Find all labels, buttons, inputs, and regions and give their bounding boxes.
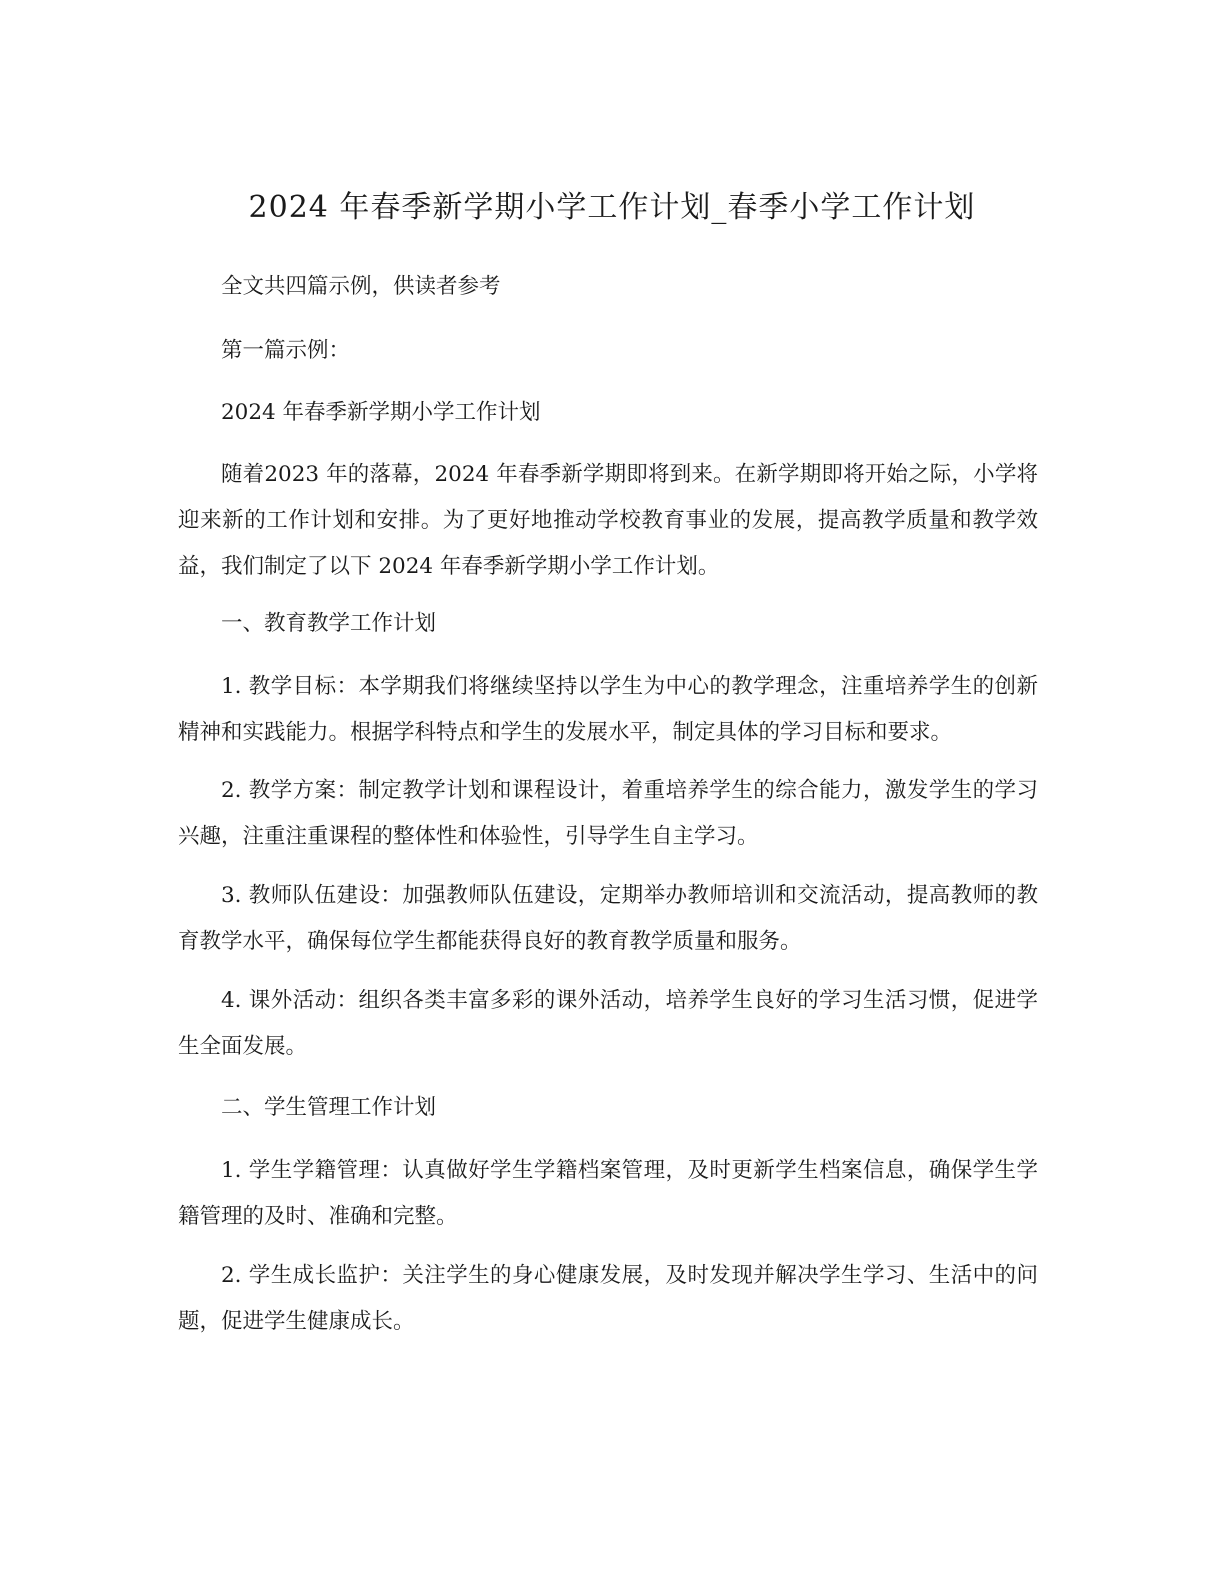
list-item: 1. 教学目标：本学期我们将继续坚持以学生为中心的教学理念，注重培养学生的创新精神和实践能力。根据学科特点和学生的发展水平，制定具体的学习目标和要求。 — [178, 674, 1038, 745]
document-subtitle: 2024 年春季新学期小学工作计划 — [221, 400, 541, 425]
section-heading: 一、教育教学工作计划 — [221, 611, 437, 636]
list-item: 1. 学生学籍管理：认真做好学生学籍档案管理，及时更新学生档案信息，确保学生学籍管理的及时、准确和完整。 — [178, 1158, 1038, 1229]
document-title: 2024 年春季新学期小学工作计划_春季小学工作计划 — [248, 190, 976, 225]
list-item: 2. 教学方案：制定教学计划和课程设计，着重培养学生的综合能力，激发学生的学习兴趣，注重注重课程的整体性和体验性，引导学生自主学习。 — [178, 778, 1038, 849]
list-item: 2. 学生成长监护：关注学生的身心健康发展，及时发现并解决学生学习、生活中的问题，促进学生健康成长。 — [178, 1263, 1038, 1334]
opening-paragraph: 随着2023 年的落幕，2024 年春季新学期即将到来。在新学期即将开始之际，小学将迎来新的工作计划和安排。为了更好地推动学校教育事业的发展，提高教学质量和教学效益，我们制定了以下 2024 年春季新学期小学工作计划。 — [178, 462, 1038, 579]
list-item: 3. 教师队伍建设：加强教师队伍建设，定期举办教师培训和交流活动，提高教师的教育教学水平，确保每位学生都能获得良好的教育教学质量和服务。 — [178, 883, 1038, 954]
list-item: 4. 课外活动：组织各类丰富多彩的课外活动，培养学生良好的学习生活习惯，促进学生全面发展。 — [178, 988, 1038, 1059]
intro-text: 全文共四篇示例，供读者参考 — [221, 274, 501, 299]
example-label: 第一篇示例： — [221, 338, 351, 363]
section-heading: 二、学生管理工作计划 — [221, 1095, 437, 1120]
